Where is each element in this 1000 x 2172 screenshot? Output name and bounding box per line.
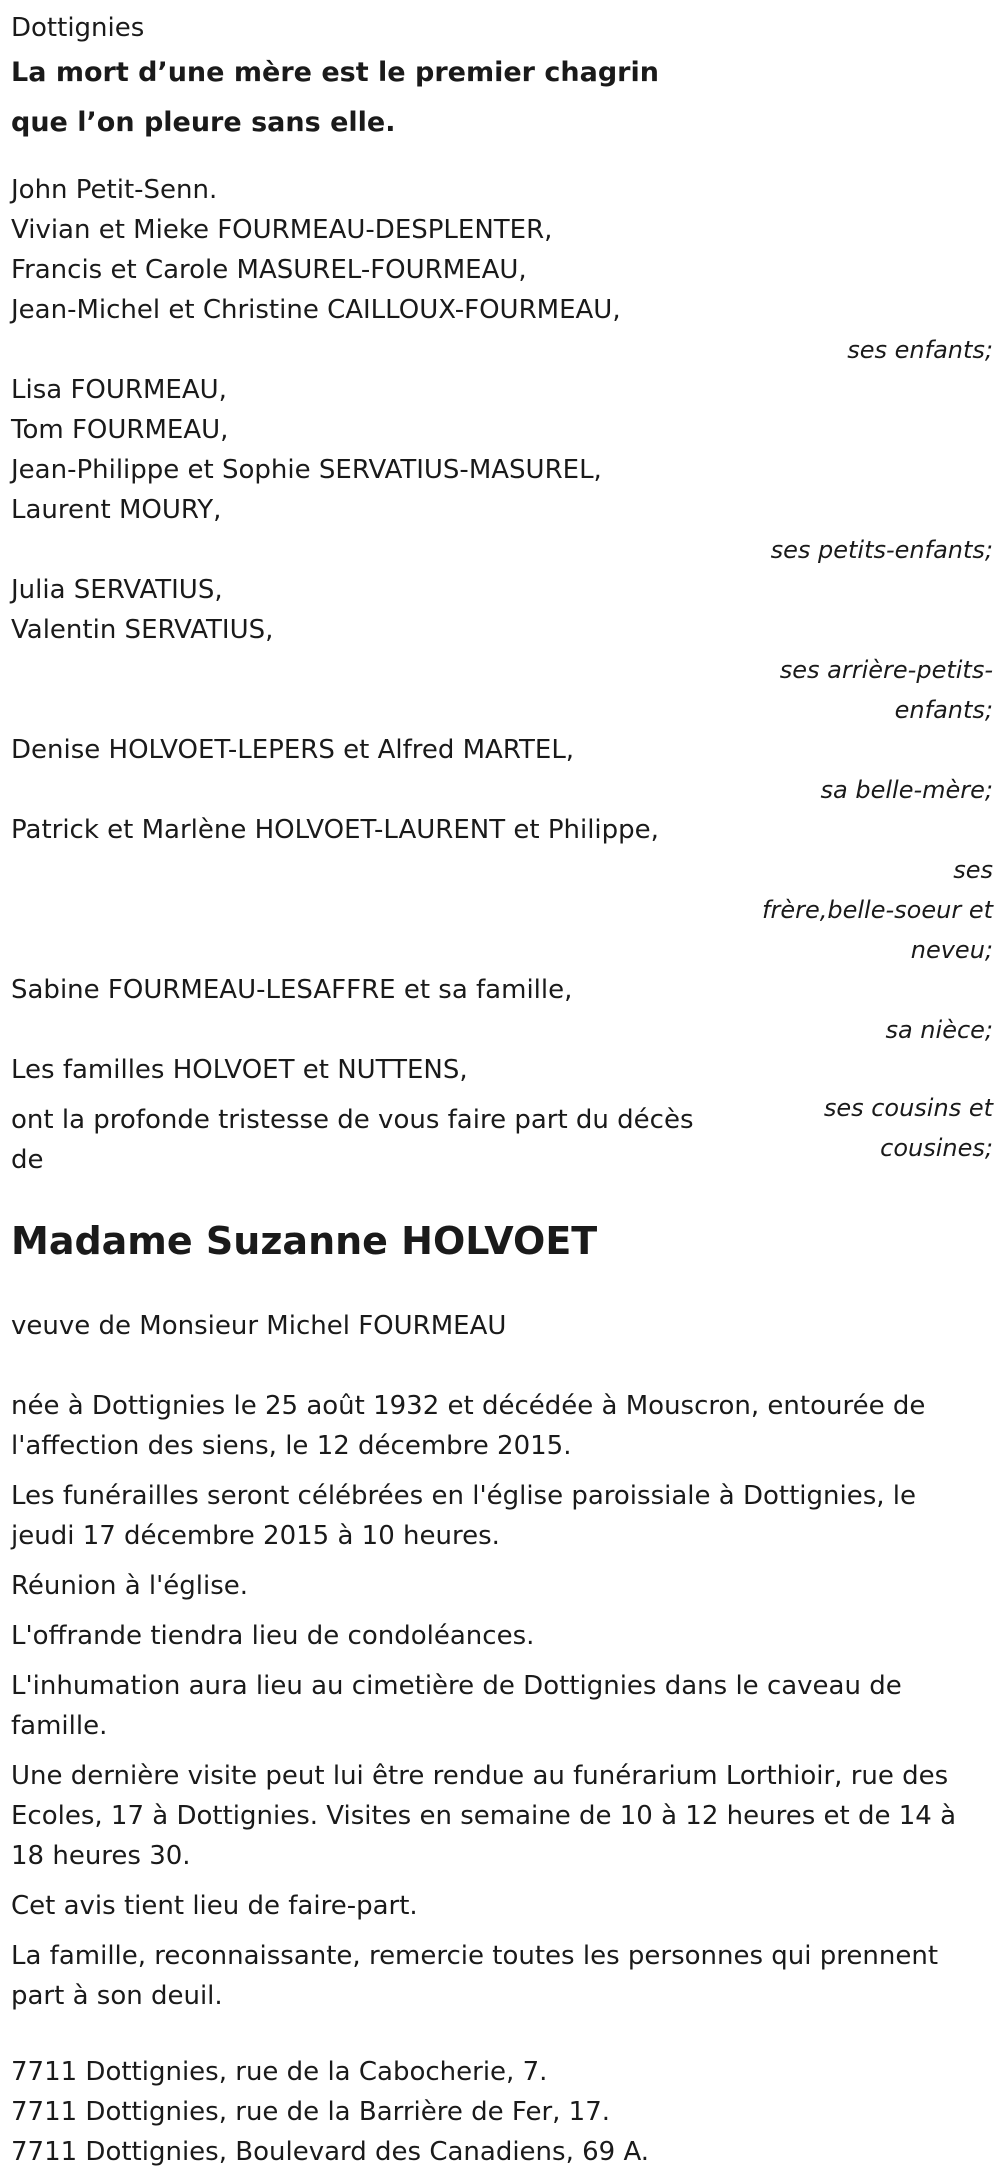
family-name: Patrick et Marlène HOLVOET-LAURENT et Philippe, (11, 815, 659, 845)
relation-line: cousines; (880, 1134, 993, 1162)
family-name: Les familles HOLVOET et NUTTENS, (11, 1055, 468, 1085)
family-name: Laurent MOURY, (11, 495, 222, 525)
relation-label (733, 850, 993, 970)
detail-paragraph: née à Dottignies le 25 août 1932 et décédée à Mouscron, entourée de l'affection des siens, le 12 décembre 2015. (11, 1391, 926, 1461)
family-group-children (11, 210, 993, 370)
family-name: Francis et Carole MASUREL-FOURMEAU, (11, 255, 527, 285)
relation-line: neveu; (910, 936, 993, 964)
relation-label: ses petits-enfants; (770, 536, 993, 564)
announcement-line: de (11, 1145, 44, 1175)
family-name: Valentin SERVATIUS, (11, 615, 274, 645)
family-name: Lisa FOURMEAU, (11, 375, 227, 405)
detail-paragraph: La famille, reconnaissante, remercie toutes les personnes qui prennent part à son deuil. (11, 1941, 939, 2011)
address-line: 7711 Dottignies, rue de la Barrière de Fer, 17. (11, 2097, 611, 2127)
family-name: Sabine FOURMEAU-LESAFFRE et sa famille, (11, 975, 573, 1005)
funeral-details (11, 1386, 1000, 2016)
location: Dottignies (11, 13, 145, 43)
relation-label (773, 1088, 993, 1168)
address-list (11, 2052, 1000, 2172)
relation-line: frère,belle-soeur et (762, 896, 993, 924)
detail-paragraph: L'offrande tiendra lieu de condoléances. (11, 1621, 535, 1651)
family-group-great-grandchildren (11, 570, 993, 730)
quote-author: John Petit-Senn. (11, 175, 218, 205)
relation-label: ses enfants; (847, 336, 993, 364)
spouse-line: veuve de Monsieur Michel FOURMEAU (11, 1311, 507, 1341)
family-name: Jean-Philippe et Sophie SERVATIUS-MASUREL, (11, 455, 602, 485)
family-group-mother-in-law (11, 730, 993, 810)
detail-paragraph: L'inhumation aura lieu au cimetière de Dottignies dans le caveau de famille. (11, 1671, 902, 1741)
family-group-niece (11, 970, 993, 1050)
relation-label (733, 650, 993, 730)
family-group-grandchildren (11, 370, 993, 570)
announcement-block (11, 1090, 993, 1180)
address-line: 7711 Dottignies, Boulevard des Canadiens, 69 A. (11, 2137, 650, 2167)
announcement (11, 1100, 731, 1180)
family-name: Jean-Michel et Christine CAILLOUX-FOURMEAU, (11, 295, 621, 325)
relation-line: ses (953, 856, 993, 884)
relation-line: ses arrière-petits- (779, 656, 993, 684)
detail-paragraph: Les funérailles seront célébrées en l'église paroissiale à Dottignies, le jeudi 17 décembre 2015 à 10 heures. (11, 1481, 916, 1551)
family-name: Vivian et Mieke FOURMEAU-DESPLENTER, (11, 215, 553, 245)
family-name: Denise HOLVOET-LEPERS et Alfred MARTEL, (11, 735, 575, 765)
address-line: 7711 Dottignies, rue de la Cabocherie, 7. (11, 2057, 548, 2087)
family-name: Tom FOURMEAU, (11, 415, 229, 445)
detail-paragraph: Cet avis tient lieu de faire-part. (11, 1891, 418, 1921)
quote-line-2: que l’on pleure sans elle. (11, 107, 396, 138)
family-group-siblings (11, 810, 993, 970)
relation-line: enfants; (894, 696, 993, 724)
detail-paragraph: Réunion à l'église. (11, 1571, 249, 1601)
relation-label: sa nièce; (885, 1016, 993, 1044)
announcement-line: ont la profonde tristesse de vous faire part du décès (11, 1105, 694, 1135)
relation-line: ses cousins et (823, 1094, 993, 1122)
deceased-name: Madame Suzanne HOLVOET (11, 1219, 598, 1263)
relation-label: sa belle-mère; (820, 776, 993, 804)
family-group-cousins (11, 1050, 993, 1090)
detail-paragraph: Une dernière visite peut lui être rendue au funérarium Lorthioir, rue des Ecoles, 17 à Dottignies. Visites en semaine de 10 à 12 heures et de 14 à 18 heures 30. (11, 1761, 957, 1871)
quote-line-1: La mort d’une mère est le premier chagrin (11, 57, 659, 88)
family-name: Julia SERVATIUS, (11, 575, 223, 605)
